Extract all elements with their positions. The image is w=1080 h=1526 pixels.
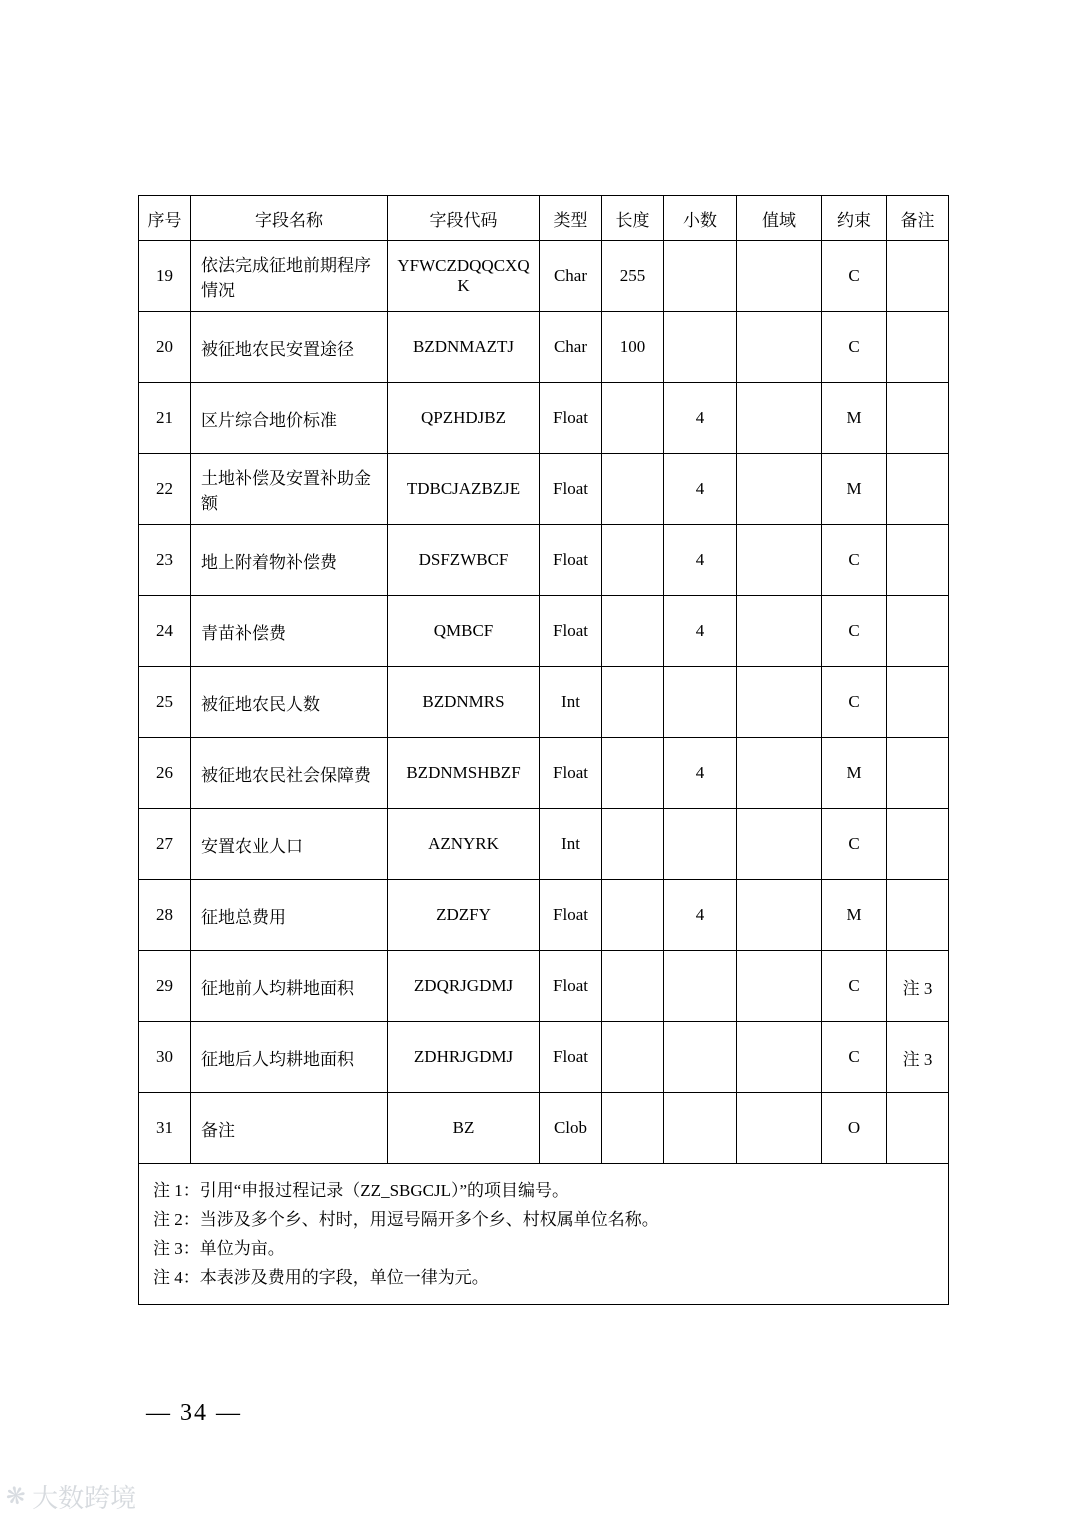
table-cell: ZDZFY [388,880,540,951]
table-cell [737,454,822,525]
table-row [139,880,949,951]
table-cell: 注 3 [887,1022,949,1093]
table-cell: 26 [139,738,191,809]
column-header: 约束 [822,196,887,241]
table-cell [602,880,664,951]
watermark-logo [3,1478,137,1515]
column-header: 字段名称 [191,196,388,241]
table-cell [737,880,822,951]
table-cell [737,383,822,454]
table-cell: 地上附着物补偿费 [191,525,388,596]
column-header: 序号 [139,196,191,241]
table-cell [737,312,822,383]
table-cell [887,809,949,880]
table-cell [737,809,822,880]
table-cell: Float [540,596,602,667]
table-cell: 被征地农民安置途径 [191,312,388,383]
table-cell [887,312,949,383]
table-cell: 255 [602,241,664,312]
table-cell: 19 [139,241,191,312]
table-cell: Float [540,454,602,525]
table-cell: C [822,596,887,667]
table-cell: ZDQRJGDMJ [388,951,540,1022]
table-cell [602,951,664,1022]
table-row [139,312,949,383]
table-cell [887,525,949,596]
table-cell: 区片综合地价标准 [191,383,388,454]
table-cell: 23 [139,525,191,596]
table-row [139,241,949,312]
note-line: 注 4：本表涉及费用的字段，单位一律为元。 [153,1268,489,1287]
table-row [139,1022,949,1093]
table-cell [737,525,822,596]
table-cell: 安置农业人口 [191,809,388,880]
table-cell: Float [540,951,602,1022]
watermark-badge-icon: ❋ [3,1481,29,1512]
table-cell: 依法完成征地前期程序情况 [191,241,388,312]
table-row [139,738,949,809]
table-cell: 31 [139,1093,191,1164]
table-cell: 4 [664,738,737,809]
table-cell [887,383,949,454]
table-cell: DSFZWBCF [388,525,540,596]
table-cell: 4 [664,880,737,951]
table-cell [602,809,664,880]
table-cell [602,525,664,596]
table-cell: 22 [139,454,191,525]
table-cell [602,383,664,454]
table-cell [664,1093,737,1164]
table-cell: Float [540,880,602,951]
table-cell: 30 [139,1022,191,1093]
watermark-label: 大数跨境 [32,1483,137,1513]
table-cell [664,667,737,738]
table-cell: M [822,880,887,951]
table-cell: BZDNMSHBZF [388,738,540,809]
table-cell: M [822,454,887,525]
table-cell [737,738,822,809]
table-cell: C [822,312,887,383]
table-cell: Char [540,312,602,383]
table-cell [602,454,664,525]
table-cell: QMBCF [388,596,540,667]
table-cell [737,241,822,312]
table-cell [664,951,737,1022]
table-cell: C [822,809,887,880]
table-cell: QPZHDJBZ [388,383,540,454]
table-cell: 备注 [191,1093,388,1164]
table-cell: YFWCZDQQCXQK [388,241,540,312]
table-cell [887,738,949,809]
table-row [139,596,949,667]
field-table-body [139,241,949,1164]
table-cell: Float [540,383,602,454]
table-cell: 21 [139,383,191,454]
table-cell [887,667,949,738]
table-cell: 被征地农民人数 [191,667,388,738]
table-cell: Float [540,525,602,596]
table-cell: 4 [664,525,737,596]
table-cell: 4 [664,383,737,454]
notes-row [139,1164,949,1305]
table-cell: 征地后人均耕地面积 [191,1022,388,1093]
table-cell: AZNYRK [388,809,540,880]
table-cell: Char [540,241,602,312]
table-cell [737,1022,822,1093]
table-cell: 征地总费用 [191,880,388,951]
table-cell: 4 [664,454,737,525]
table-cell: C [822,525,887,596]
table-cell [664,241,737,312]
field-definition-table [138,195,949,1305]
table-cell: M [822,383,887,454]
table-cell [887,880,949,951]
note-line: 注 1：引用“申报过程记录（ZZ_SBGCJL）”的项目编号。 [153,1181,570,1200]
table-row [139,809,949,880]
table-cell [887,454,949,525]
table-cell: 28 [139,880,191,951]
table-row [139,667,949,738]
table-cell: Float [540,738,602,809]
table-cell [602,1093,664,1164]
table-row [139,454,949,525]
table-cell: 征地前人均耕地面积 [191,951,388,1022]
table-cell [602,667,664,738]
note-line: 注 3：单位为亩。 [153,1239,285,1258]
table-cell: 土地补偿及安置补助金额 [191,454,388,525]
table-cell: TDBCJAZBZJE [388,454,540,525]
table-cell: C [822,1022,887,1093]
table-cell: Clob [540,1093,602,1164]
table-cell [602,1022,664,1093]
table-cell: BZ [388,1093,540,1164]
table-cell: C [822,951,887,1022]
table-cell: 27 [139,809,191,880]
table-cell: 29 [139,951,191,1022]
table-cell: M [822,738,887,809]
table-cell: Int [540,809,602,880]
table-cell: O [822,1093,887,1164]
table-cell [664,1022,737,1093]
column-header: 小数 [664,196,737,241]
table-cell [737,596,822,667]
column-header: 备注 [887,196,949,241]
table-cell [602,738,664,809]
table-row [139,951,949,1022]
table-cell: 青苗补偿费 [191,596,388,667]
table-cell: Int [540,667,602,738]
table-cell: Float [540,1022,602,1093]
note-line: 注 2：当涉及多个乡、村时，用逗号隔开多个乡、村权属单位名称。 [153,1210,659,1229]
table-cell [737,951,822,1022]
table-cell [887,1093,949,1164]
table-cell [664,809,737,880]
table-row [139,525,949,596]
table-cell [737,1093,822,1164]
table-cell: BZDNMAZTJ [388,312,540,383]
table-cell [602,596,664,667]
table-cell: 注 3 [887,951,949,1022]
table-cell: 25 [139,667,191,738]
table-cell: 100 [602,312,664,383]
table-header-row [139,196,949,241]
table-cell [887,596,949,667]
column-header: 值域 [737,196,822,241]
page-number: — 34 — [146,1400,242,1426]
notes-cell [139,1164,949,1305]
table-cell: 被征地农民社会保障费 [191,738,388,809]
table-row [139,1093,949,1164]
table-cell [737,667,822,738]
table-cell: C [822,667,887,738]
table-cell: BZDNMRS [388,667,540,738]
table-cell: 20 [139,312,191,383]
table-row [139,383,949,454]
table-cell: 4 [664,596,737,667]
table-cell: 24 [139,596,191,667]
table-cell [887,241,949,312]
table-cell: C [822,241,887,312]
column-header: 字段代码 [388,196,540,241]
column-header: 类型 [540,196,602,241]
column-header: 长度 [602,196,664,241]
table-cell [664,312,737,383]
table-cell: ZDHRJGDMJ [388,1022,540,1093]
